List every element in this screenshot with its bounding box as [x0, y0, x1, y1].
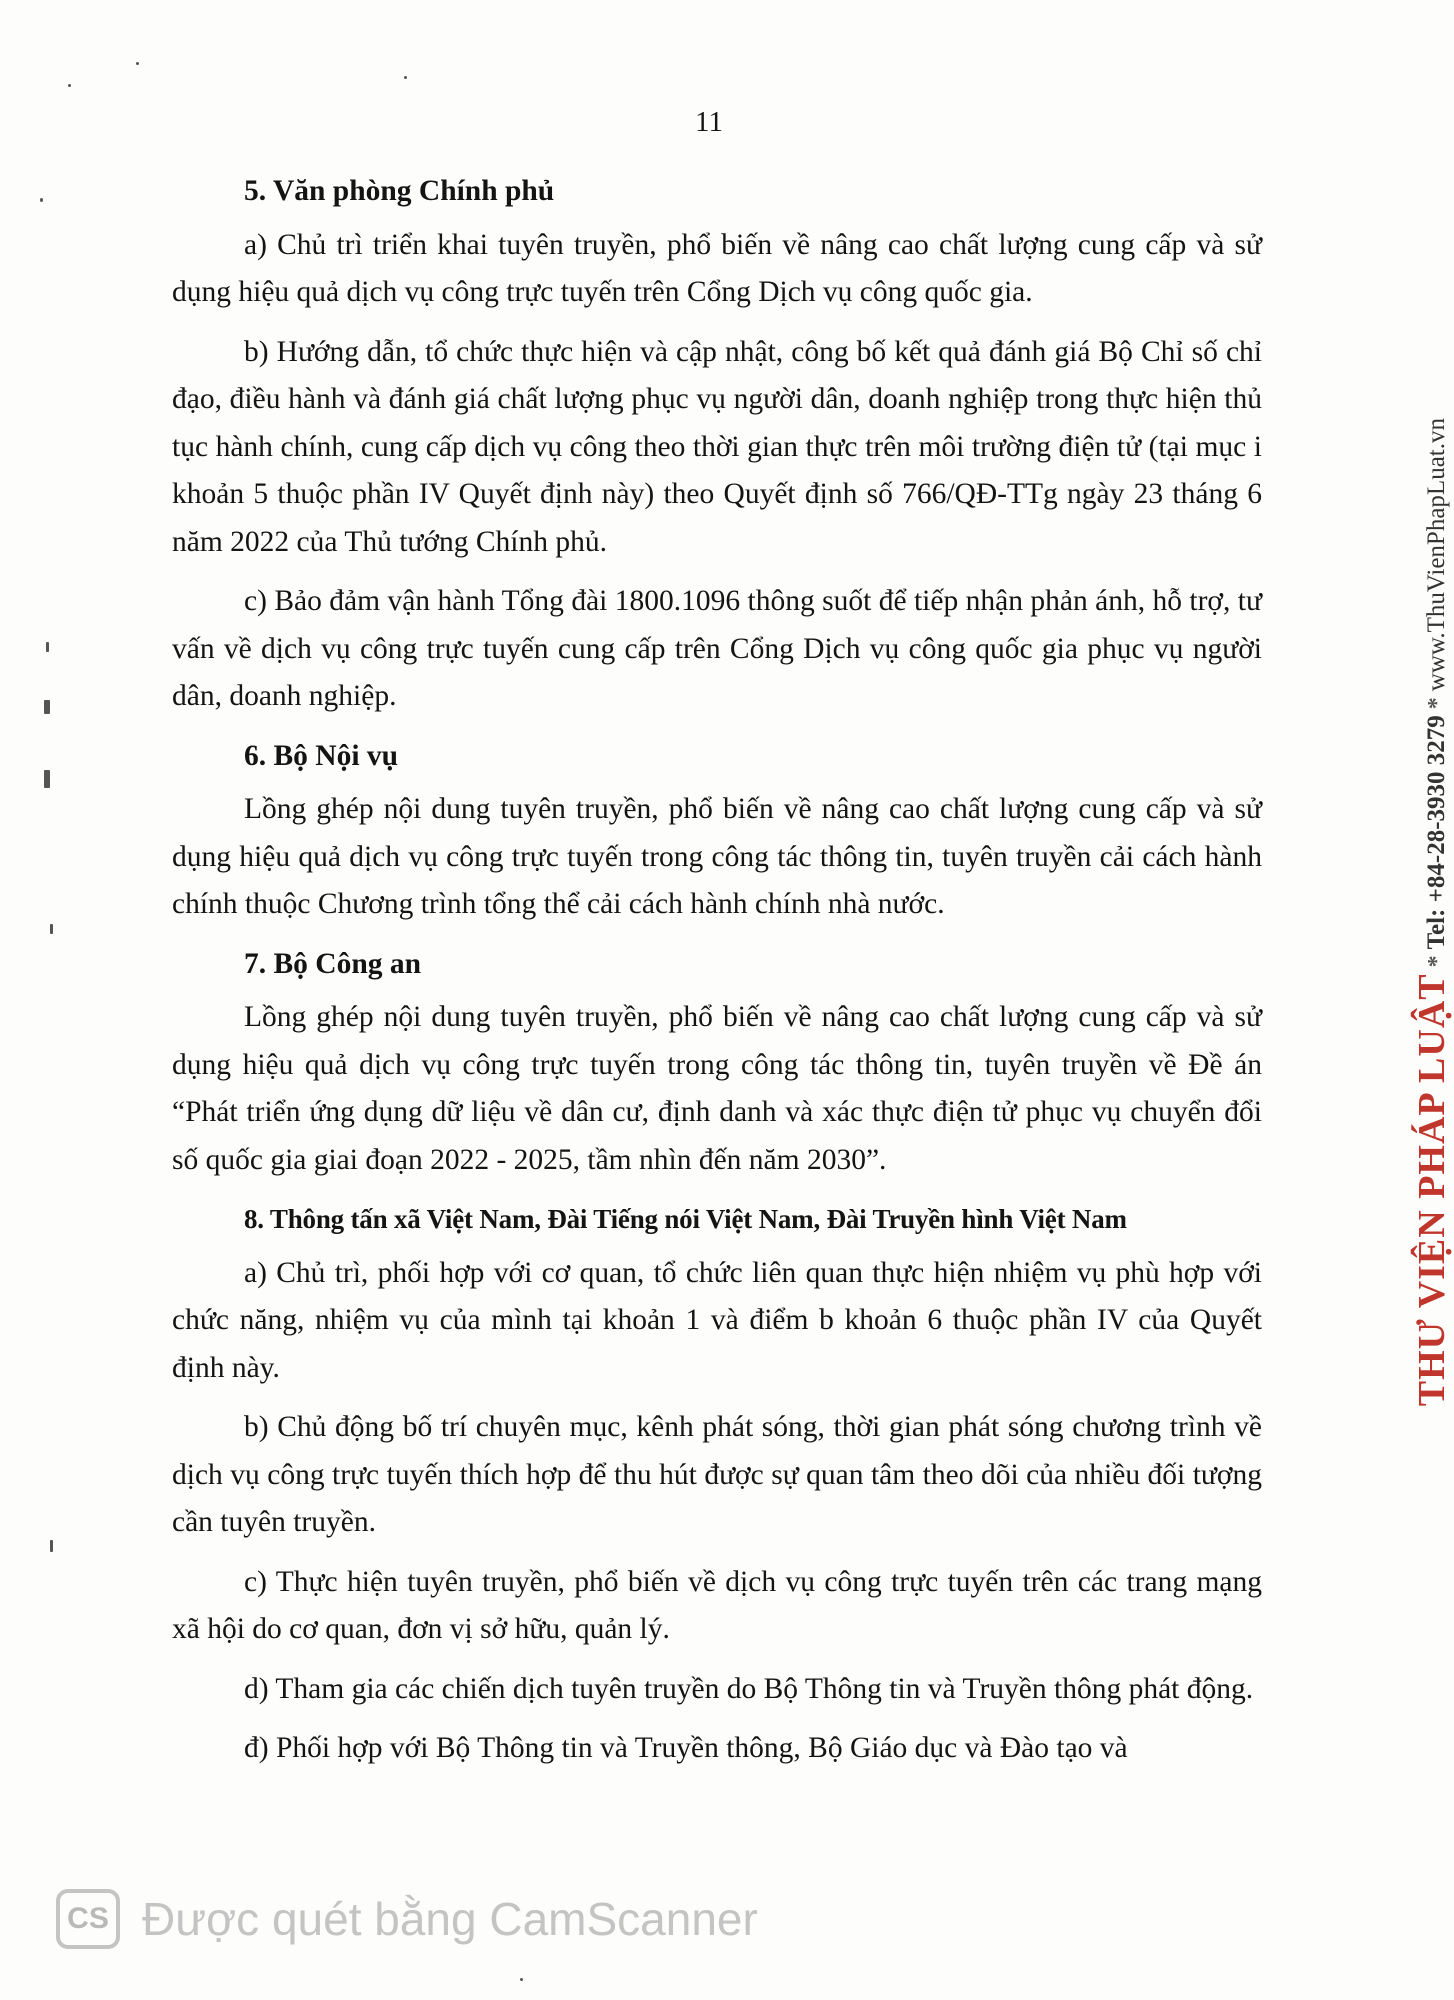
camscanner-logo-icon: CS — [56, 1889, 120, 1949]
watermark-brand: THƯ VIỆN PHÁP LUẬT — [1411, 973, 1453, 1407]
scan-speck — [44, 770, 50, 788]
section-heading: 8. Thông tấn xã Việt Nam, Đài Tiếng nói Việt Nam, Đài Truyền hình Việt Nam — [244, 1204, 1127, 1234]
scan-speck — [520, 1978, 523, 1981]
scan-speck — [50, 924, 53, 934]
scanner-footer — [56, 1884, 758, 1954]
watermark-site: www.ThuVienPhapLuat.vn — [1423, 418, 1450, 692]
paragraph: c) Bảo đảm vận hành Tổng đài 1800.1096 thông suốt để tiếp nhận phản ánh, hỗ trợ, tư vấn về dịch vụ công trực tuyến cung cấp trên Cổng Dịch vụ công quốc gia phục vụ người dân, doanh nghiệp. — [172, 585, 1262, 712]
scan-speck — [68, 84, 71, 87]
paragraph: Lồng ghép nội dung tuyên truyền, phổ biến về nâng cao chất lượng cung cấp và sử dụng hiệu quả dịch vụ công trực tuyến trong công tác thông tin, tuyên truyền cải cách hành chính thuộc Chương trình tổng thể cải cách hành chính nhà nước. — [172, 793, 1262, 920]
paragraph: đ) Phối hợp với Bộ Thông tin và Truyền thông, Bộ Giáo dục và Đào tạo và — [244, 1732, 1128, 1764]
scan-speck — [46, 642, 49, 652]
page-number: 11 — [695, 106, 723, 138]
watermark-separator: * — [1424, 955, 1450, 968]
scan-speck — [404, 76, 407, 79]
scan-speck — [44, 700, 50, 714]
paragraph: d) Tham gia các chiến dịch tuyên truyền do Bộ Thông tin và Truyền thông phát động. — [244, 1672, 1254, 1705]
scan-speck — [136, 62, 139, 65]
paragraph: a) Chủ trì, phối hợp với cơ quan, tổ chức liên quan thực hiện nhiệm vụ phù hợp với chức năng, nhiệm vụ của mình tại khoản 1 và điểm b khoản 6 thuộc phần IV của Quyết định này. — [172, 1256, 1262, 1384]
paragraph: b) Chủ động bố trí chuyên mục, kênh phát sóng, thời gian phát sóng chương trình về dịch vụ công trực tuyến thích hợp để thu hút được sự quan tâm theo dõi của nhiều đối tượng cần tuyên truyền. — [172, 1411, 1262, 1538]
section-heading: 7. Bộ Công an — [244, 947, 422, 980]
section-heading: 5. Văn phòng Chính phủ — [244, 175, 555, 207]
paragraph: Lồng ghép nội dung tuyên truyền, phổ biến về nâng cao chất lượng cung cấp và sử dụng hiệu quả dịch vụ công trực tuyến trong công tác thông tin, tuyên truyền về Đề án “Phát triển ứng dụng dữ liệu về dân cư, định danh và xác thực điện tử phục vụ chuyển đổi số quốc gia giai đoạn 2022 - 2025, tầm nhìn đến năm 2030”. — [172, 1001, 1262, 1176]
side-watermark — [1410, 418, 1454, 1406]
scanner-credit: Được quét bằng CamScanner — [142, 1893, 758, 1945]
scan-speck — [40, 198, 43, 202]
watermark-separator: * — [1424, 697, 1450, 710]
watermark-contact: Tel: +84-28-3930 3279 — [1423, 715, 1450, 950]
paragraph: a) Chủ trì triển khai tuyên truyền, phổ biến về nâng cao chất lượng cung cấp và sử dụng hiệu quả dịch vụ công trực tuyến trên Cổng Dịch vụ công quốc gia. — [172, 228, 1262, 308]
document-body — [172, 168, 1262, 1785]
paragraph: c) Thực hiện tuyên truyền, phổ biến về dịch vụ công trực tuyến trên các trang mạng xã hội do cơ quan, đơn vị sở hữu, quản lý. — [172, 1565, 1262, 1645]
scan-speck — [50, 1540, 53, 1552]
paragraph: b) Hướng dẫn, tổ chức thực hiện và cập nhật, công bố kết quả đánh giá Bộ Chỉ số chỉ đạo, điều hành và đánh giá chất lượng phục vụ người dân, doanh nghiệp trong thực hiện thủ tục hành chính, cung cấp dịch vụ công theo thời gian thực trên môi trường điện tử (tại mục i khoản 5 thuộc phần IV Quyết định này) theo Quyết định số 766/QĐ-TTg ngày 23 tháng 6 năm 2022 của Thủ tướng Chính phủ. — [172, 335, 1262, 558]
section-heading: 6. Bộ Nội vụ — [244, 739, 399, 772]
